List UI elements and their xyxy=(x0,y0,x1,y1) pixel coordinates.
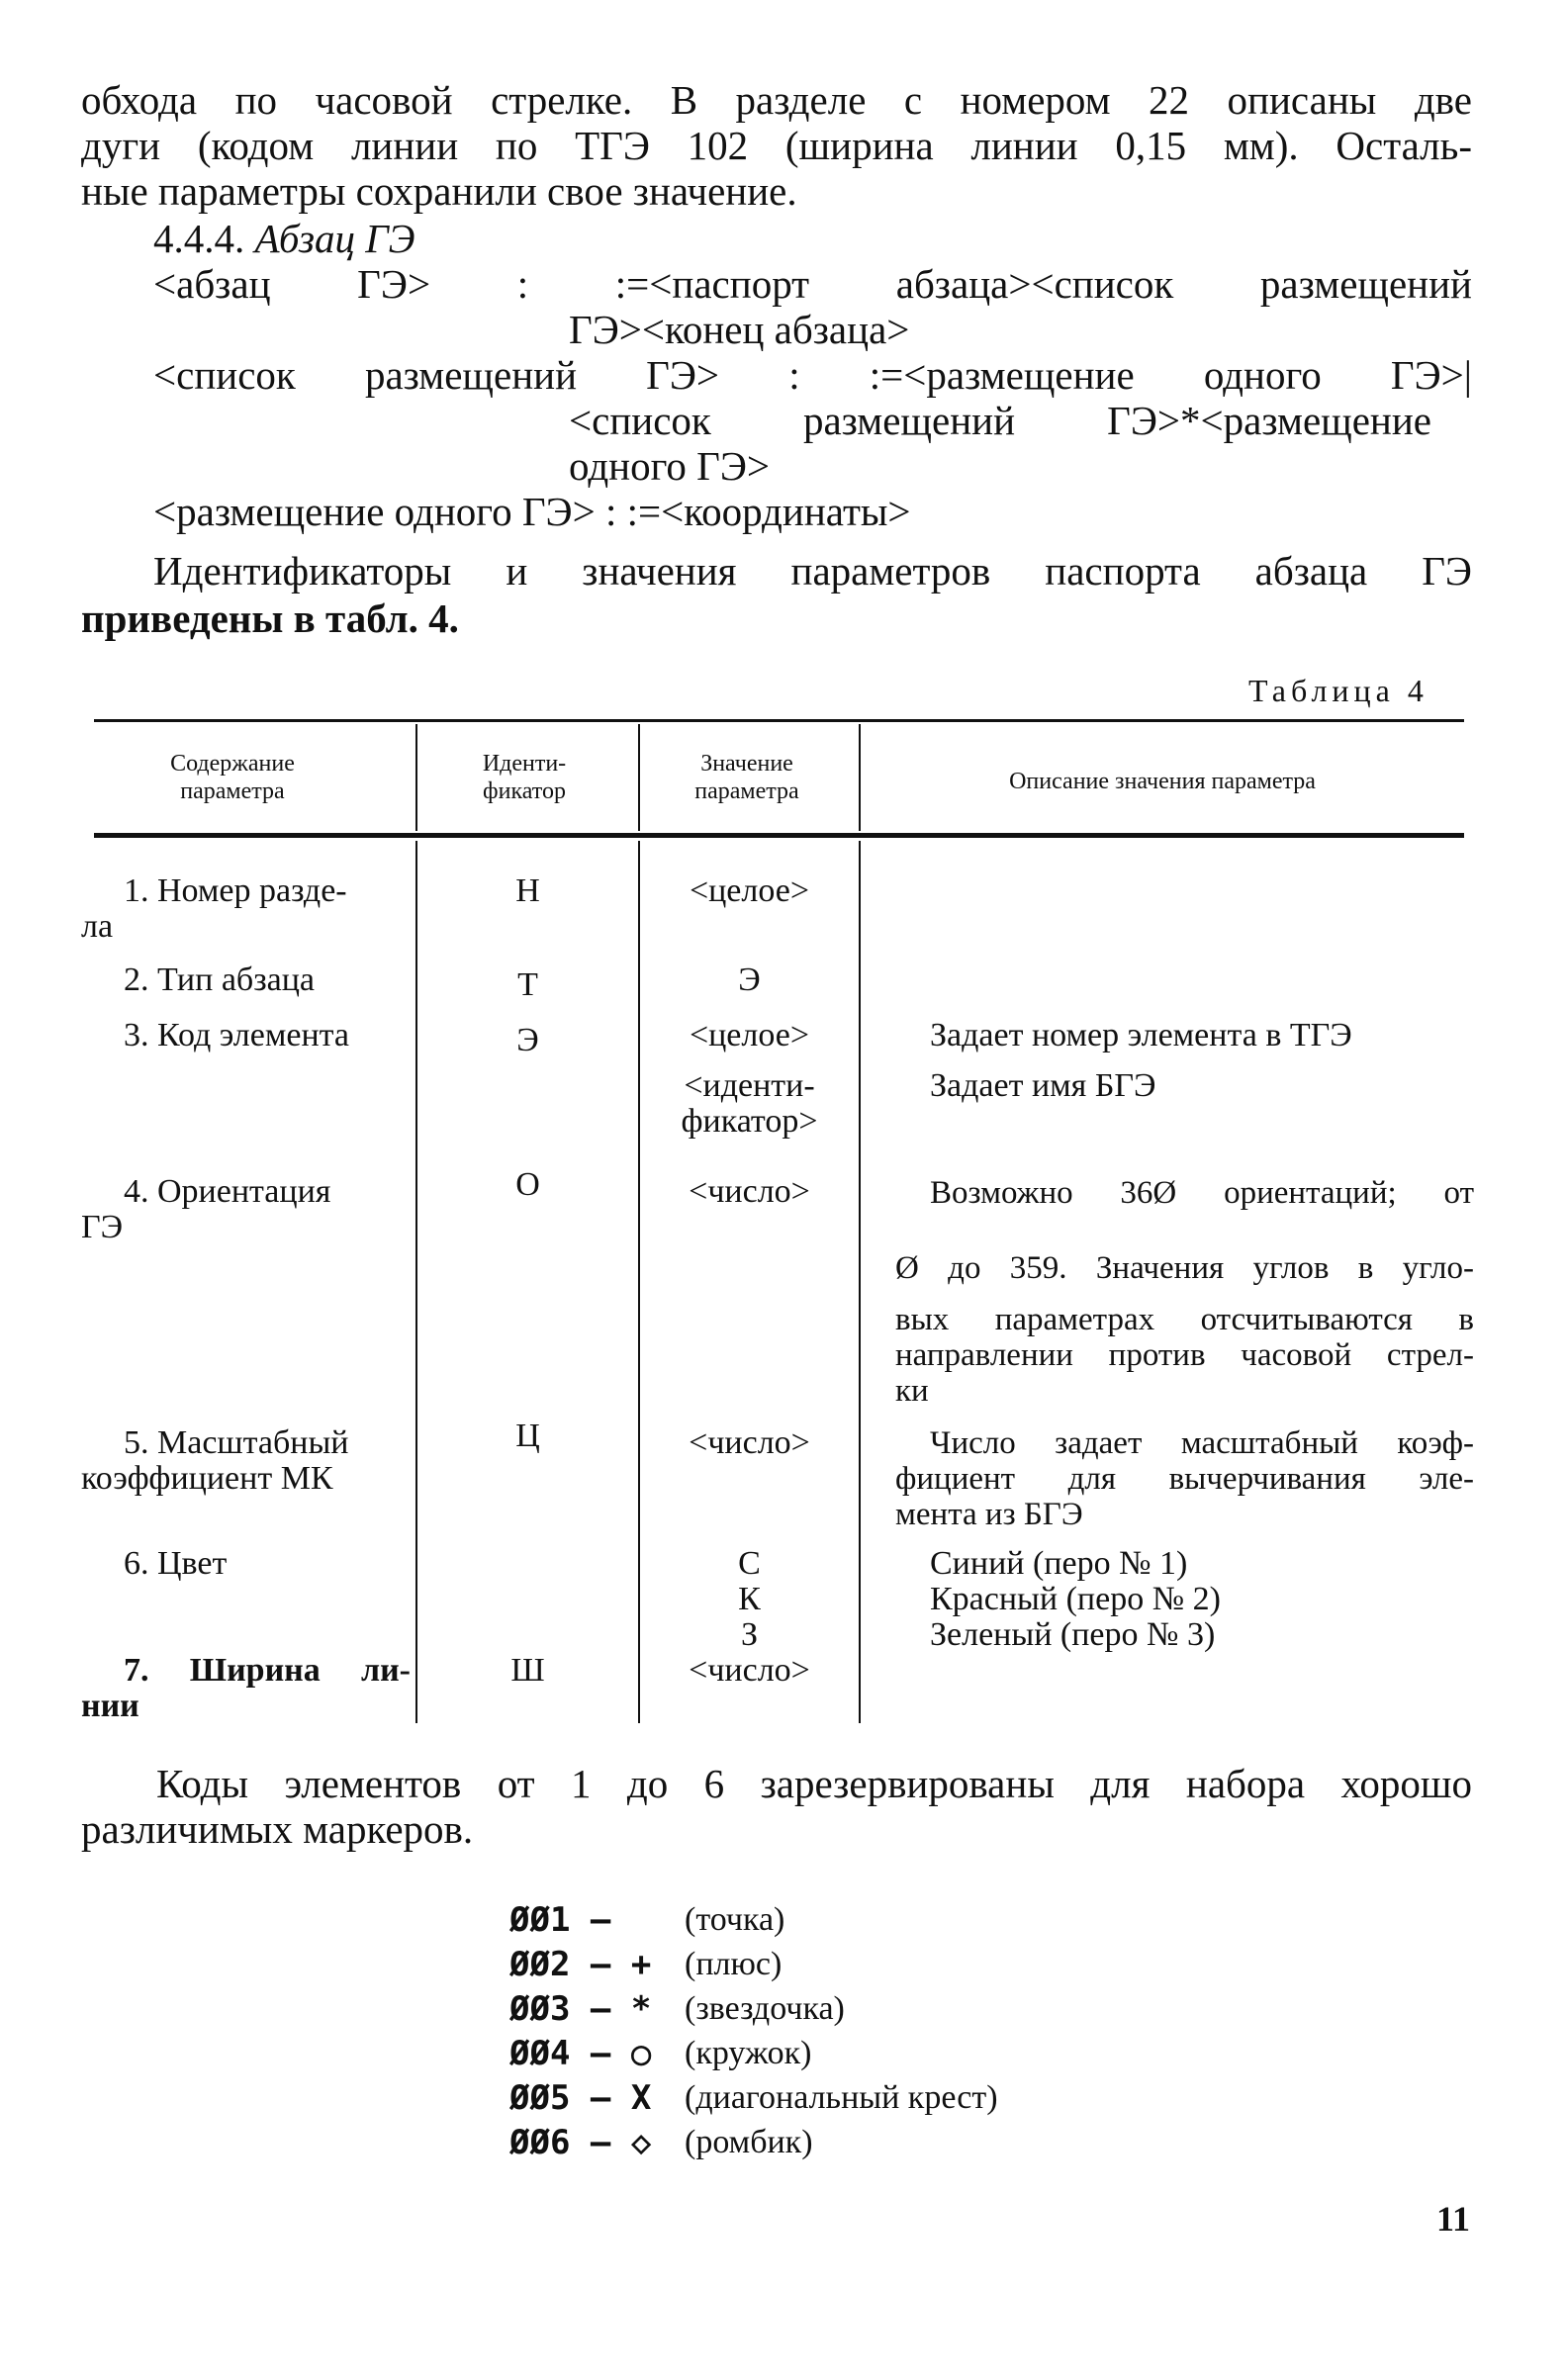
row5-value: <число> xyxy=(689,1424,810,1461)
header-desc: Описание значения параметра xyxy=(1009,769,1316,794)
row4-value: <число> xyxy=(689,1173,810,1210)
row4-desc-b: Ø до 359. Значения углов в угло- xyxy=(895,1250,1474,1286)
table-top-rule xyxy=(94,719,1464,722)
row6-desc-a: Синий (перо № 1) xyxy=(930,1545,1188,1582)
intro-line-1: обхода по часовой стрелке. В разделе с номером 22 описаны две xyxy=(81,77,1472,123)
row7-content-b: нии xyxy=(81,1688,139,1724)
row6-desc-c: Зеленый (перо № 3) xyxy=(930,1616,1216,1653)
row4-desc-d: направлении против часовой стрел- xyxy=(895,1337,1474,1373)
row2-value: Э xyxy=(738,961,761,998)
row4-desc-a: Возможно 36Ø ориентаций; от xyxy=(930,1175,1474,1211)
row6-desc-b: Красный (перо № 2) xyxy=(930,1581,1221,1617)
row7-content-a: 7. Ширина ли- xyxy=(124,1652,411,1689)
row3-content: 3. Код элемента xyxy=(124,1017,350,1053)
grammar-rule-1a: <абзац ГЭ> : :=<паспорт абзаца><список размещений xyxy=(153,261,1472,307)
row1-content-b: ла xyxy=(81,908,114,945)
para3-line-2: различимых маркеров. xyxy=(81,1806,474,1852)
header-value: Значение параметра xyxy=(694,751,799,804)
marker-code-3: ØØ3 – * xyxy=(509,1989,652,2029)
row6-content: 6. Цвет xyxy=(124,1545,228,1582)
row6-value-c: З xyxy=(740,1616,759,1653)
table-caption: Таблица 4 xyxy=(1248,673,1428,708)
grammar-rule-2a: <список размещений ГЭ> : :=<размещение одного ГЭ>| xyxy=(153,352,1472,398)
section-heading xyxy=(153,216,415,261)
row5-id: Ц xyxy=(515,1418,540,1454)
section-title: Абзац ГЭ xyxy=(254,216,415,261)
row4-content-a: 4. Ориентация xyxy=(124,1173,331,1210)
row1-content-a: 1. Номер разде- xyxy=(124,872,347,909)
row5-desc-a: Число задает масштабный коэф- xyxy=(930,1425,1474,1461)
marker-desc-5: (диагональный крест) xyxy=(685,2079,998,2116)
grammar-rule-1b: ГЭ><конец абзаца> xyxy=(569,307,910,352)
grammar-rule-3: <размещение одного ГЭ> : :=<координаты> xyxy=(153,489,911,534)
para2-line-2: приведены в табл. 4. xyxy=(81,595,459,641)
row1-id: Н xyxy=(515,872,540,909)
row4-desc-e: ки xyxy=(895,1373,929,1409)
marker-code-6: ØØ6 – ◇ xyxy=(509,2123,652,2162)
row1-value: <целое> xyxy=(689,872,810,909)
row3b-value-a: <иденти- xyxy=(684,1067,815,1104)
row3-desc: Задает номер элемента в ТГЭ xyxy=(930,1017,1352,1053)
grammar-rule-2b: <список размещений ГЭ>*<размещение xyxy=(569,398,1431,443)
page-number: 11 xyxy=(1436,2199,1471,2239)
row3-id: Э xyxy=(516,1022,539,1058)
row6-value-b: К xyxy=(738,1581,761,1617)
grammar-rule-2c: одного ГЭ> xyxy=(569,443,771,489)
row7-value: <число> xyxy=(689,1652,810,1689)
header-content: Содержание параметра xyxy=(170,751,295,804)
marker-code-1: ØØ1 – xyxy=(509,1900,611,1940)
row3-value: <целое> xyxy=(689,1017,810,1053)
intro-line-2: дуги (кодом линии по ТГЭ 102 (ширина линии 0,15 мм). Осталь- xyxy=(81,123,1472,168)
header-divider-1 xyxy=(415,724,417,831)
row7-id: Ш xyxy=(510,1652,545,1689)
row3b-desc: Задает имя БГЭ xyxy=(930,1067,1156,1104)
header-id: Иденти-фикатор xyxy=(482,751,567,804)
row4-desc-c: вых параметрах отсчитываются в xyxy=(895,1302,1474,1337)
header-divider-2 xyxy=(638,724,640,831)
marker-desc-4: (кружок) xyxy=(685,2035,812,2071)
row5-desc-b: фициент для вычерчивания эле- xyxy=(895,1461,1474,1497)
intro-line-3: ные параметры сохранили свое значение. xyxy=(81,168,797,214)
marker-desc-6: (ромбик) xyxy=(685,2124,813,2160)
row5-content-b: коэффициент МК xyxy=(81,1460,333,1497)
marker-desc-3: (звездочка) xyxy=(685,1990,845,2027)
row6-value-a: С xyxy=(738,1545,761,1582)
row2-content: 2. Тип абзаца xyxy=(124,961,316,998)
table-header-rule xyxy=(94,833,1464,838)
marker-desc-1: (точка) xyxy=(685,1901,785,1938)
row5-desc-c: мента из БГЭ xyxy=(895,1497,1083,1532)
para2-line-1: Идентификаторы и значения параметров паспорта абзаца ГЭ xyxy=(153,548,1472,594)
row4-content-b: ГЭ xyxy=(81,1209,124,1245)
row4-id: О xyxy=(515,1166,540,1203)
row3b-value-b: фикатор> xyxy=(681,1103,818,1140)
marker-code-5: ØØ5 – X xyxy=(509,2078,652,2118)
row5-content-a: 5. Масштабный xyxy=(124,1424,349,1461)
marker-desc-2: (плюс) xyxy=(685,1946,783,1982)
header-divider-3 xyxy=(859,724,861,831)
para3-line-1: Коды элементов от 1 до 6 зарезервированы для набора хорошо xyxy=(156,1761,1472,1806)
marker-code-2: ØØ2 – + xyxy=(509,1945,652,1984)
row2-id: Т xyxy=(517,966,538,1003)
section-number: 4.4.4. xyxy=(153,216,245,261)
marker-code-4: ØØ4 – ○ xyxy=(509,2034,652,2073)
